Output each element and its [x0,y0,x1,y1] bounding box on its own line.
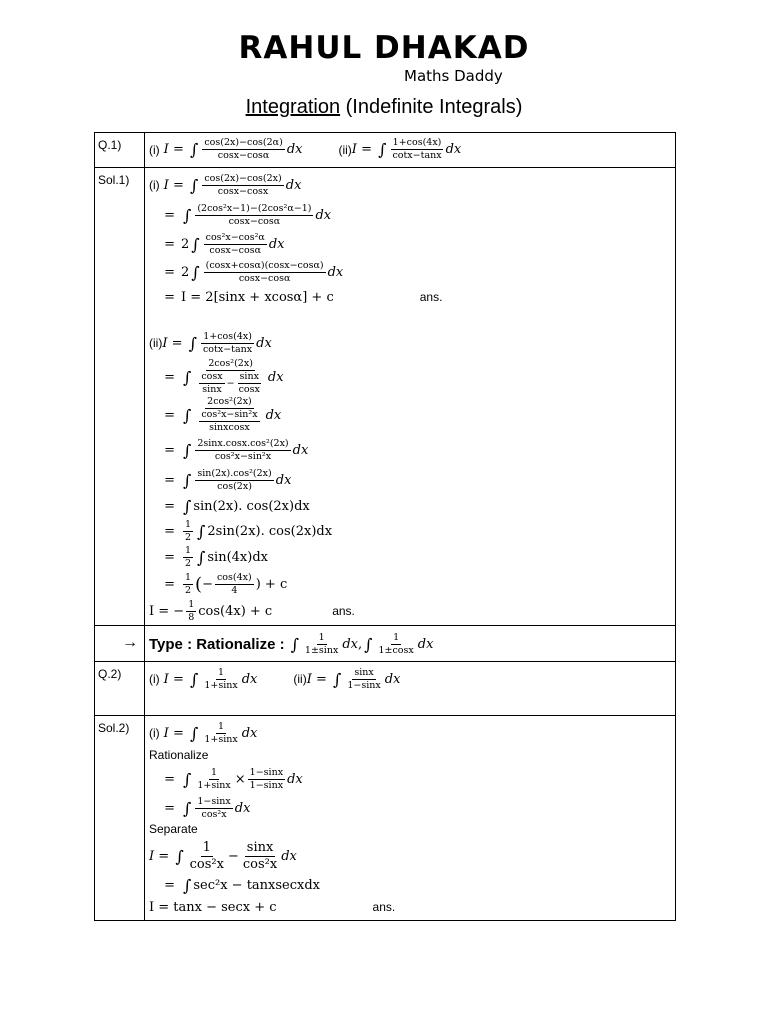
sol2-content: (i) I = ∫ 1 1+sinx dx Rationalize = ∫ 1 1+sinx × 1−sinx 1−sinx dx = ∫ 1−sinx cos²x dx Separate I = ∫ 1 cos²x − sinx cos²x dx = ∫ sec²x − tanxsecxdx I = tanx − secx + c ans. [145,716,676,921]
sol1-l5-expr: I = 2[sinx + xcosα] + c [181,289,334,305]
q1-content: (i) I = ∫ cos(2x)−cos(2α) cosx−cosα dx (ii) I = ∫ 1+cos(4x) cotx−tanx dx [145,133,676,168]
sol1-l3-num: cos²x−cos²α [205,231,265,243]
sol1-l2-num: (2cos²x−1)−(2cos²α−1) [197,202,312,214]
solutions-table [94,132,676,921]
type-row [95,626,676,662]
sol1-final-lhs: I = − [149,603,185,619]
sol1-l4-den: cosx−cosα [238,272,291,284]
q2-p1-prefix: (i) [149,672,160,686]
sol1-content: (i) I = ∫ $\frac{\cos(2x)-\cos(2x)}{\cos x-\cos x}$ dx = ∫ $\frac{\text{(2cos²x−1)−(2cos²α−1)}}{\cos x-\cos\alpha}$ dx = 2 ∫ $\frac{\text{cos²x−cos²α}}{\cos x-\cos\alpha}$ dx = 2 ∫ $\frac{(\cos x+\cos\alpha)(\cos x-\cos\alpha)}{\cos x-\cos\alpha}$ dx = I = 2[sinx + xcosα] + c ans. (ii) I = ∫ $\frac{1+\cos(4x)}{\cot x-\tan x}$ dx = ∫ 2cos²(2x) cosx sinx − sinx cosx dx = ∫ 2cos²(2x) $\frac{\text{cos²x−sin²x}}{\text{sinxcosx}}$ dx = ∫ $\frac{\text{2sinx.cosx.cos²(2x)}}{\text{cos²x−sin²x}}$ dx = ∫ $\frac{\text{sin(2x).cos²(2x)}}{\cos(2x)}$ dx = ∫ sin(2x). cos(2x)dx = $\frac{1}{2}$ ∫ 2sin(2x). cos(2x)dx = $\frac{1}{2}$ ∫ sin(4x)dx = $\frac{1}{2}$ ( − $\frac{\cos(4x)}{4}$ ) + c I = − $\frac{1}{8}$ cos(4x) + c ans. [145,168,676,626]
sol1-l1-num: cos(2x)−cos(2x) [204,172,282,184]
sol1-l4-num: (cosx+cosα)(cosx−cosα) [205,259,324,271]
sol1-l2-den: cosx−cosα [228,215,281,227]
sol1-i-ans: ans. [419,290,443,304]
sol1-m9-den: 4 [231,584,238,596]
sol1-m5-num: sin(2x).cos²(2x) [197,467,272,479]
sol1-m4-den: cos²x−sin²x [214,450,272,462]
sol1-final-rhs: cos(4x) + c [198,603,273,619]
sol1-i-prefix: (i) [149,178,160,192]
q1-p1-fraction: cos(2x)−cos(2α) cosx−cosα [204,137,283,161]
sol1-m7-expr: 2sin(2x). cos(2x)dx [207,523,333,539]
sol1-m1-num: 1+cos(4x) [203,330,252,342]
q1-label: Q.1) [95,133,145,168]
sol1-ii-ans: ans. [332,604,355,618]
type-label: Type : Rationalize : [149,635,285,653]
sol1-label: Sol.1) [95,168,145,626]
page-title [0,96,768,119]
sol1-m2-num: 2cos²(2x) [208,358,253,369]
sol2-final: I = tanx − secx + c [149,899,277,915]
sol1-l1-den: cosx−cosx [217,185,269,197]
q1-row [95,133,676,168]
q1-p2-prefix: (ii) [338,142,352,157]
sol1-m9-tail: ) + c [255,576,288,592]
q2-content: (i) I = ∫ 1 1+sinx dx (ii) I = ∫ sinx 1−sinx dx [145,662,676,716]
sol1-l3-den: cosx−cosα [209,244,261,256]
sol2-rationalize-text: Rationalize [149,748,209,762]
sol1-m1-den: cotx−tanx [202,343,253,355]
q2-row [95,662,676,716]
q2-label: Q.2) [95,662,145,716]
q1-p2-fraction: 1+cos(4x) cotx−tanx [392,137,442,161]
q1-p1-prefix: (i) [149,142,160,157]
sol1-row [95,168,676,626]
title-rest: (Indefinite Integrals) [340,96,523,118]
author-name: RAHUL DHAKAD [238,30,530,66]
sol2-label: Sol.2) [95,716,145,921]
tagline: Maths Daddy [404,67,503,85]
sol2-ans: ans. [372,900,396,914]
sol1-m5-den: cos(2x) [217,480,252,492]
sol2-row [95,716,676,921]
type-arrow: → [95,626,145,662]
title-underlined: Integration [245,96,341,118]
sol1-m6-expr: sin(2x). cos(2x)dx [193,498,310,514]
type-content: Type : Rationalize : ∫ 1 1±sinx dx , ∫ 1 1±cosx dx [145,626,676,662]
sol2-i-prefix: (i) [149,726,160,740]
sol2-separate-text: Separate [149,822,198,836]
sol1-m4-num: 2sinx.cosx.cos²(2x) [197,437,289,449]
q2-p2-prefix: (ii) [293,672,307,686]
sol1-m8-expr: sin(4x)dx [207,549,268,565]
sol1-m3-num: 2cos²(2x) [207,396,252,407]
sol1-ii-prefix: (ii) [149,336,163,350]
sol2-a5-expr: sec²x − tanxsecxdx [193,877,320,893]
sol1-m9-num: cos(4x) [216,571,252,583]
